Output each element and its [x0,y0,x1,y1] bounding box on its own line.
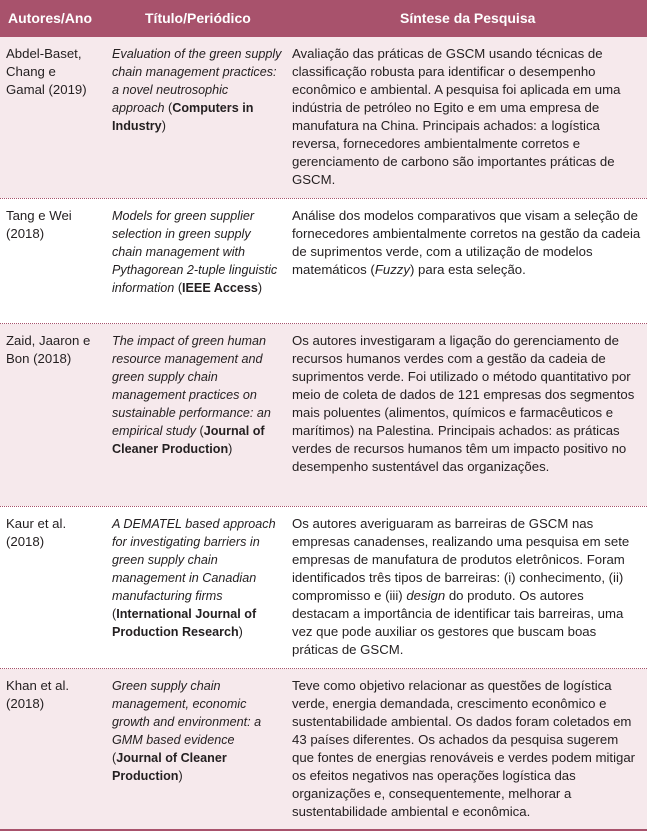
row-title-text: A DEMATEL based approach for investigating barriers in green supply chain management in Canadian manufacturing firms [112,517,276,603]
row-title: Evaluation of the green supply chain management practices: a novel neutrosophic approach (Computers in Industry) [112,47,282,133]
row-title: Green supply chain management, economic growth and environment: a GMM based evidence (Journal of Cleaner Production) [112,679,262,783]
row-synthesis: Teve como objetivo relacionar as questões de logística verde, energia demandada, crescimento econômico e sustentabilidade ambiental. Os dados foram coletados em 43 países diferentes. Os achados da pesquisa sugerem que fontes de energias renováveis e verdes podem mitigar os efeitos negativos nas operações logística das organizações e, consequentemente, melhorar a sustentabilidade ambiental e econômica. [292,678,636,819]
table-header [0,0,647,37]
row-title: A DEMATEL based approach for investigating barriers in green supply chain management in Canadian manufacturing firms (International Journal of Production Research) [112,517,276,639]
row-synthesis: Análise dos modelos comparativos que visam a seleção de fornecedores ambientalmente corretos na gestão da cadeia de suprimentos verde, com a utilização de modelos matemáticos (Fuzzy) para esta seleção. [292,208,641,277]
row-journal: Journal of Cleaner Production [112,424,265,456]
row-authors: Abdel-Baset, Chang e Gamal (2019) [6,46,87,97]
table-row [0,37,647,198]
table-row [0,507,647,668]
row-authors: Zaid, Jaaron e Bon (2018) [6,333,91,366]
header-authors: Autores/Ano [8,10,92,26]
row-title-text: Models for green supplier selection in green supply chain management with Pythagorean 2-tuple linguistic information [112,209,278,295]
row-title: Models for green supplier selection in green supply chain management with Pythagorean 2-tuple linguistic information (IEEE Access) [112,209,278,295]
row-journal: Journal of Cleaner Production [112,751,227,783]
row-title-text: Green supply chain management, economic growth and environment: a GMM based evidence [112,679,262,747]
table-row [0,199,647,323]
table-row [0,324,647,506]
header-synthesis: Síntese da Pesquisa [400,10,536,26]
row-journal: IEEE Access [182,281,258,295]
row-journal: Computers in Industry [112,101,254,133]
header-title: Título/Periódico [145,10,251,26]
row-title-text: The impact of green human resource management and green supply chain management practices on sustainable performance: an empirical study [112,334,271,438]
row-authors: Kaur et al. (2018) [6,516,67,549]
row-authors: Khan et al. (2018) [6,678,70,711]
table-row [0,669,647,829]
row-journal: International Journal of Production Research [112,607,257,639]
row-synthesis: Os autores investigaram a ligação do gerenciamento de recursos humanos verdes com a gestão da cadeia de suprimentos verde. Foi utilizado o método quantitativo por meio de coleta de dados de 121 empresas dos segmentos mais poluentes (alimentos, químicos e farmacêuticos e marítimos) na Palestina. Principais achados: as práticas verdes de recursos humanos têm um impacto positivo no desempenho sustentável das organizações. [292,333,635,474]
row-synthesis: Avaliação das práticas de GSCM usando técnicas de classificação robusta para identificar o desempenho econômico e ambiental. A pesquisa foi aplicada em uma indústria de petróleo no Egito e em uma empresa de manufatura na China. Principais achados: a logística reversa, fornecedores ambientalmente corretos e gerenciamento de carbono são importantes práticas de GSCM. [292,46,621,187]
row-authors: Tang e Wei (2018) [6,208,72,241]
row-synthesis: Os autores averiguaram as barreiras de GSCM nas empresas canadenses, realizando uma pesquisa em sete empresas de manufatura de produtos eletrônicos. Foram identificados três tipos de barreiras: (i) conhecimento, (ii) compromisso e (iii) design do produto. Os autores destacam a importância de identificar tais barreiras, uma vez que pode auxiliar os gestores que buscam boas práticas de GSCM. [292,516,630,657]
row-title: The impact of green human resource management and green supply chain management practices on sustainable performance: an empirical study (Journal of Cleaner Production) [112,334,271,456]
row-title-text: Evaluation of the green supply chain management practices: a novel neutrosophic approach [112,47,282,115]
